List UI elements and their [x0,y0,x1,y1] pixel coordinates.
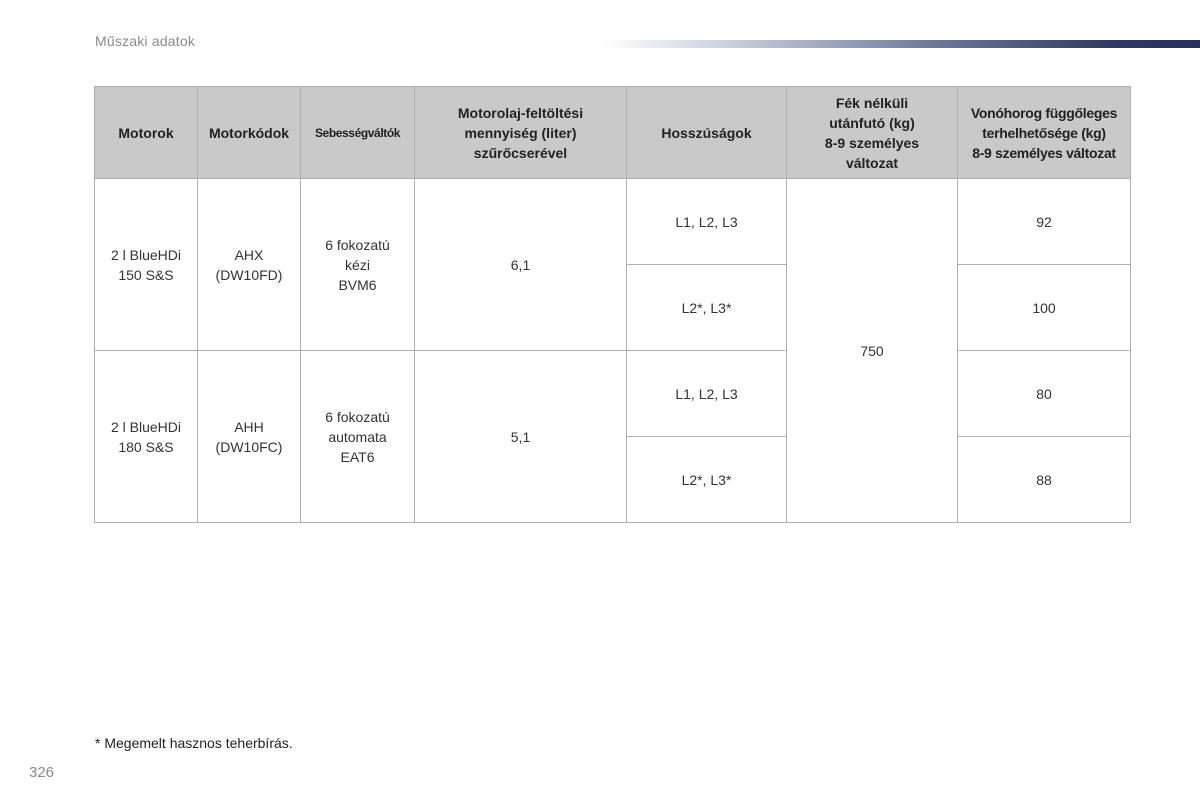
table-header-row [95,87,1131,179]
technical-data-table [94,86,1131,523]
table-row [95,351,1131,437]
section-title: Műszaki adatok [95,33,196,49]
gearbox-cell: 6 fokozatú automata EAT6 [301,351,415,523]
length-cell: L1, L2, L3 [627,179,787,265]
length-cell: L2*, L3* [627,265,787,351]
oil-capacity-cell: 5,1 [415,351,627,523]
engine-cell: 2 l BlueHDi 150 S&S [95,179,198,351]
column-header-towbar-load: Vonóhorog függőleges terhelhetősége (kg) 8-9 személyes változat [958,87,1131,179]
towbar-load-cell: 92 [958,179,1131,265]
towbar-load-cell: 80 [958,351,1131,437]
gearbox-cell: 6 fokozatú kézi BVM6 [301,179,415,351]
footnote: * Megemelt hasznos teherbírás. [95,735,293,751]
length-cell: L2*, L3* [627,437,787,523]
table-row [95,179,1131,265]
engine-code-cell: AHH (DW10FC) [198,351,301,523]
header-gradient-bar [600,40,1200,48]
column-header-engines: Motorok [95,87,198,179]
oil-capacity-cell: 6,1 [415,179,627,351]
unbraked-trailer-cell: 750 [787,179,958,523]
length-cell: L1, L2, L3 [627,351,787,437]
engine-code-cell: AHX (DW10FD) [198,179,301,351]
column-header-lengths: Hosszúságok [627,87,787,179]
column-header-unbraked-trailer: Fék nélküli utánfutó (kg) 8-9 személyes változat [787,87,958,179]
column-header-gearboxes: Sebességváltók [301,87,415,179]
towbar-load-cell: 88 [958,437,1131,523]
column-header-engine-codes: Motorkódok [198,87,301,179]
towbar-load-cell: 100 [958,265,1131,351]
column-header-oil-capacity: Motorolaj-feltöltési mennyiség (liter) szűrőcserével [415,87,627,179]
page-number: 326 [29,764,55,781]
engine-cell: 2 l BlueHDi 180 S&S [95,351,198,523]
